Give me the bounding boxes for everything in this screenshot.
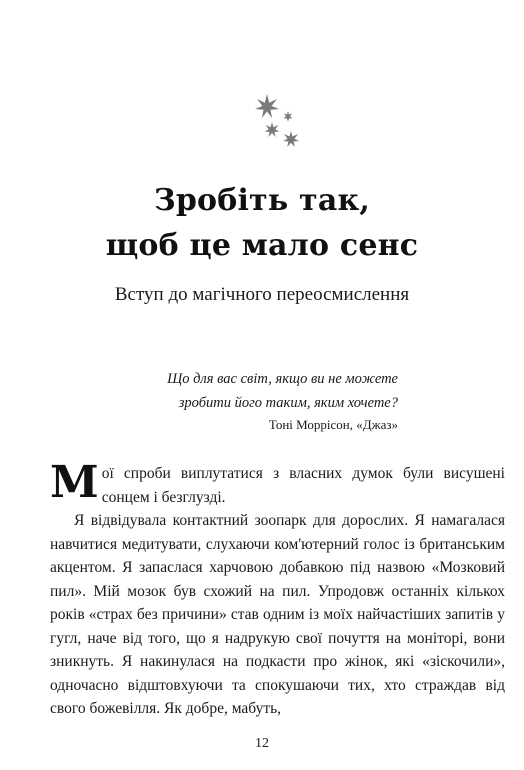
paragraph-1-text: ої спроби виплутатися з власних думок були висушені сонцем і безглузді.: [101, 465, 505, 506]
star-icon: [255, 94, 279, 118]
paragraph-2: Я відвідувала контактний зоопарк для дорослих. Я намагалася навчитися медитувати, слухаючи ком'ютерний голос із британським акцентом. Я запаслася харчовою добавкою під назвою «Мозковий пил». Мій мозок був схожий на пил. Упродовж останніх кількох років «страх без причини» став одним із моїх найчастіших запитів у гугл, наче від того, що я надрукую свої почуття на моніторі, вони зникнуть. Я накинулася на подкасти про жінок, які «зіскочили», одночасно відштовхуючи та спокушаючи тих, хто страждав від свого божевілля. Як добре, мабуть,: [50, 512, 505, 717]
chapter-title-line-2: щоб це мало сенс: [105, 228, 419, 263]
paragraph-1: [50, 457, 505, 509]
epigraph: [167, 367, 398, 435]
page-number: 12: [255, 736, 269, 751]
body-text: [50, 457, 505, 721]
epigraph-attribution: Тоні Моррісон, «Джаз»: [268, 417, 398, 432]
star-icon: [283, 131, 299, 147]
star-cluster-icon: [248, 92, 308, 154]
epigraph-line-1: Що для вас світ, якщо ви не можете: [167, 371, 398, 387]
chapter-subtitle: Вступ до магічного переосмислення: [114, 284, 410, 305]
chapter-title: [0, 178, 524, 268]
star-icon: [265, 122, 280, 137]
chapter-title-line-1: Зробіть так,: [154, 183, 370, 218]
star-icon: [284, 111, 293, 122]
epigraph-line-2: зробити його таким, яким хочете?: [178, 395, 398, 411]
drop-cap: М: [50, 457, 99, 508]
